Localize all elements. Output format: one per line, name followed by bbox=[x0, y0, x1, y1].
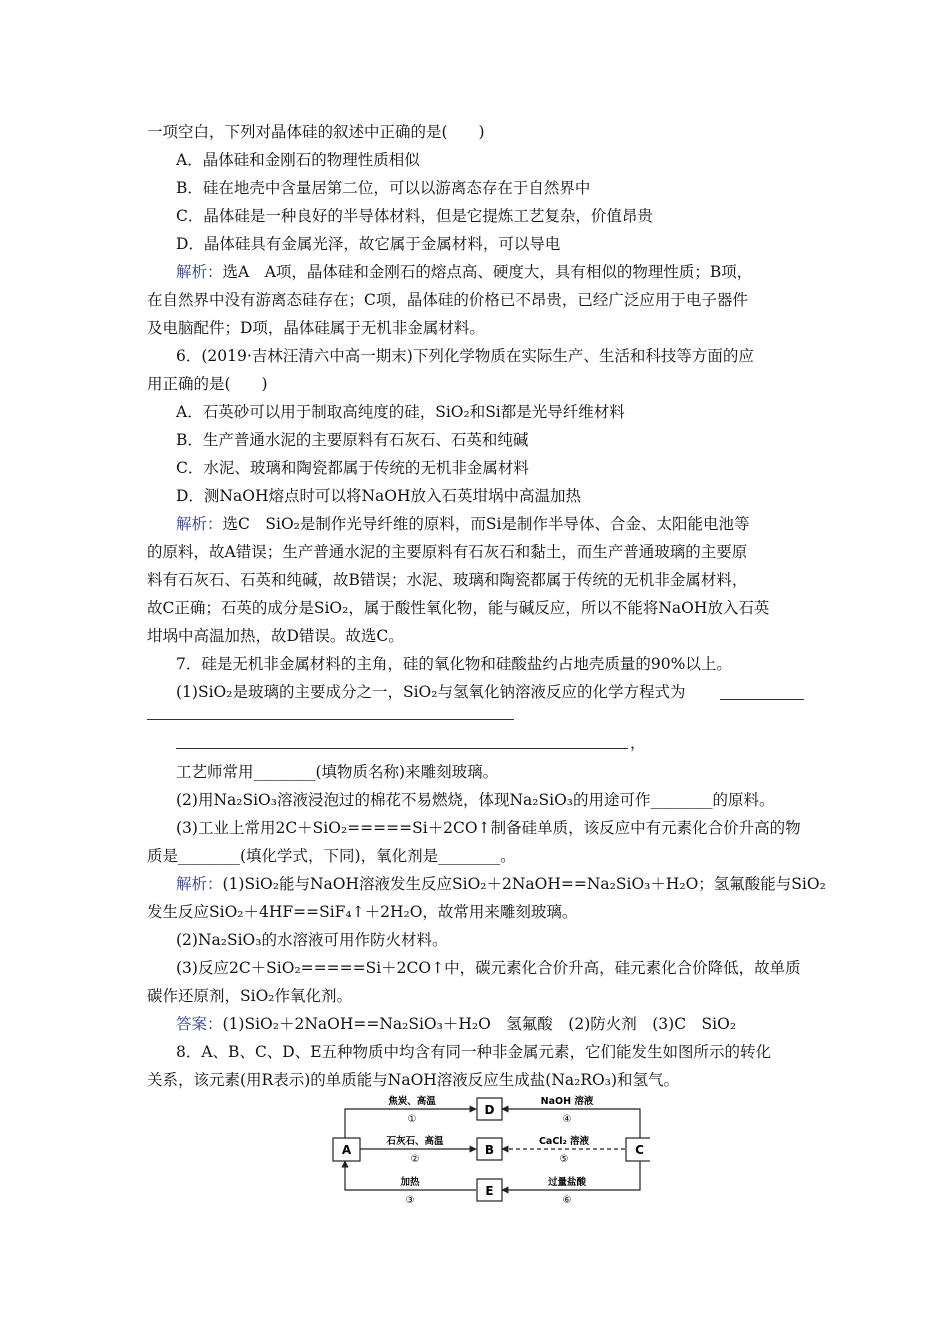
edge-5-num: ⑤ bbox=[559, 1154, 569, 1165]
q6-analysis-line-3: 料有石灰石、石英和纯碱，故B错误；水泥、玻璃和陶瓷都属于传统的无机非金属材料， bbox=[147, 571, 748, 589]
edge-6-label: 过量盐酸 bbox=[547, 1177, 587, 1188]
conversion-diagram bbox=[330, 1092, 650, 1208]
q7-analysis-line-1: 解析：(1)SiO₂能与NaOH溶液发生反应SiO₂＋2NaOH==Na₂SiO₃＋H₂O；氢氟酸能与SiO₂ bbox=[176, 875, 826, 893]
edge-6-num: ⑥ bbox=[562, 1195, 572, 1206]
q6-option-c: C．水泥、玻璃和陶瓷都属于传统的无机非金属材料 bbox=[176, 459, 529, 477]
q7-answer: 答案：(1)SiO₂＋2NaOH==Na₂SiO₃＋H₂O 氢氟酸 (2)防火剂 (3)C SiO₂ bbox=[176, 1015, 737, 1033]
q6-option-a: A．石英砂可以用于制取高纯度的硅，SiO₂和Si都是光导纤维材料 bbox=[176, 403, 625, 421]
analysis-label: 解析： bbox=[176, 515, 223, 533]
q7-analysis-line-2: 发生反应SiO₂＋4HF==SiF₄↑＋2H₂O，故常用来雕刻玻璃。 bbox=[147, 903, 578, 921]
edge-3-label: 加热 bbox=[400, 1177, 420, 1188]
edge-1-label: 焦炭、高温 bbox=[388, 1096, 436, 1107]
q8-stem-line-2: 关系，该元素(用R表示)的单质能与NaOH溶液反应生成盐(Na₂RO₃)和氢气。 bbox=[147, 1071, 679, 1089]
q6-option-d: D．测NaOH熔点时可以将NaOH放入石英坩埚中高温加热 bbox=[176, 487, 581, 505]
q5-analysis-line-1: 解析：选A A项，晶体硅和金刚石的熔点高、硬度大，具有相似的物理性质；B项， bbox=[176, 263, 753, 281]
q7-analysis-line-3: (2)Na₂SiO₃的水溶液可用作防火材料。 bbox=[176, 931, 448, 949]
q7-part1-comma: ， bbox=[630, 734, 646, 752]
q6-analysis-line-5: 坩埚中高温加热，故D错误。故选C。 bbox=[147, 627, 404, 645]
q5-option-d: D．晶体硅具有金属光泽，故它属于金属材料，可以导电 bbox=[176, 235, 561, 253]
q8-stem-line-1: 8．A、B、C、D、E五种物质中均含有同一种非金属元素，它们能发生如图所示的转化 bbox=[176, 1043, 772, 1061]
answer-label: 答案： bbox=[176, 1015, 223, 1033]
q6-stem-line-2: 用正确的是( ) bbox=[147, 375, 268, 393]
q5-option-c: C．晶体硅是一种良好的半导体材料，但是它提炼工艺复杂，价值昂贵 bbox=[176, 207, 653, 225]
answer-blank bbox=[720, 699, 804, 700]
edge-2-label: 石灰石、高温 bbox=[386, 1136, 444, 1147]
q7-part3-line-2: 质是________(填化学式，下同)，氧化剂是________。 bbox=[147, 847, 516, 865]
q7-analysis-line-4: (3)反应2C＋SiO₂=====Si＋2CO↑中，碳元素化合价升高，硅元素化合价降低，故单质 bbox=[176, 959, 801, 977]
edge-4-label: NaOH 溶液 bbox=[540, 1096, 594, 1107]
q7-part1-line-1: (1)SiO₂是玻璃的主要成分之一，SiO₂与氢氧化钠溶液反应的化学方程式为 bbox=[176, 683, 686, 701]
q7-analysis-line-5: 碳作还原剂，SiO₂作氧化剂。 bbox=[147, 987, 352, 1005]
analysis-label: 解析： bbox=[176, 875, 223, 893]
analysis-label: 解析： bbox=[176, 263, 223, 281]
edge-3-num: ③ bbox=[405, 1195, 415, 1206]
node-c: C bbox=[635, 1143, 644, 1157]
edge-5-label: CaCl₂ 溶液 bbox=[538, 1136, 590, 1147]
node-d: D bbox=[484, 1103, 495, 1117]
q7-stem: 7．硅是无机非金属材料的主角，硅的氧化物和硅酸盐约占地壳质量的90%以上。 bbox=[176, 655, 732, 673]
q6-option-b: B．生产普通水泥的主要原料有石灰石、石英和纯碱 bbox=[176, 431, 529, 449]
q7-part3-line-1: (3)工业上常用2C＋SiO₂=====Si＋2CO↑制备硅单质，该反应中有元素化合价升高的物 bbox=[176, 819, 801, 837]
q6-analysis-line-4: 故C正确；石英的成分是SiO₂，属于酸性氧化物，能与碱反应，所以不能将NaOH放入石英 bbox=[147, 599, 770, 617]
q5-option-a: A．晶体硅和金刚石的物理性质相似 bbox=[176, 151, 420, 169]
edge-2-num: ② bbox=[410, 1154, 420, 1165]
q6-analysis-line-1: 解析：选C SiO₂是制作光导纤维的原料，而Si是制作半导体、合金、太阳能电池等 bbox=[176, 515, 750, 533]
edge-1-num: ① bbox=[407, 1114, 417, 1125]
node-a: A bbox=[341, 1143, 352, 1157]
answer-blank bbox=[147, 719, 514, 720]
q6-analysis-line-2: 的原料，故A错误；生产普通水泥的主要原料有石灰石和黏土，而生产普通玻璃的主要原 bbox=[147, 543, 748, 561]
q5-option-b: B．硅在地壳中含量居第二位，可以以游离态存在于自然界中 bbox=[176, 179, 591, 197]
q7-part2: (2)用Na₂SiO₃溶液浸泡过的棉花不易燃烧，体现Na₂SiO₃的用途可作________的原料。 bbox=[176, 791, 775, 809]
q5-stem: 一项空白，下列对晶体硅的叙述中正确的是( ) bbox=[147, 123, 485, 141]
q5-analysis-line-3: 及电脑配件；D项，晶体硅属于无机非金属材料。 bbox=[147, 319, 485, 337]
q5-analysis-line-2: 在自然界中没有游离态硅存在；C项，晶体硅的价格已不昂贵，已经广泛应用于电子器件 bbox=[147, 291, 748, 309]
answer-blank bbox=[176, 748, 628, 749]
q6-stem-line-1: 6．(2019·吉林汪清六中高一期末)下列化学物质在实际生产、生活和科技等方面的应 bbox=[176, 347, 754, 365]
node-e: E bbox=[485, 1184, 494, 1198]
edge-4-num: ④ bbox=[562, 1114, 572, 1125]
q7-part1-line-2: 工艺师常用________(填物质名称)来雕刻玻璃。 bbox=[176, 763, 499, 781]
node-b: B bbox=[484, 1143, 495, 1157]
